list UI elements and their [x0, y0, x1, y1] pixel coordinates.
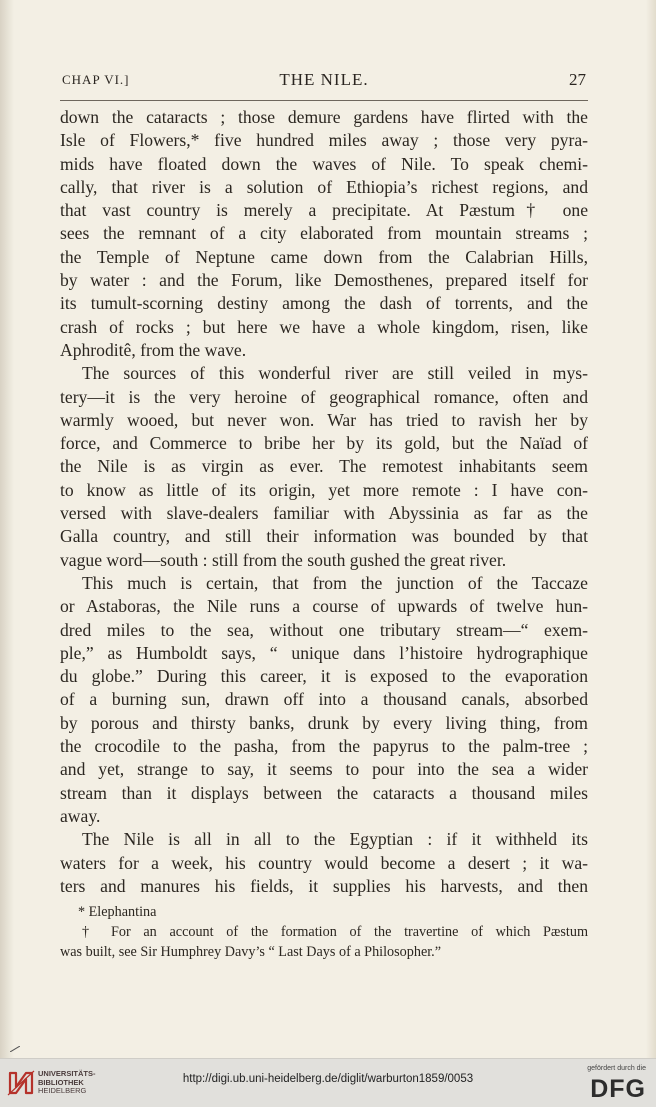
footnote-line: † For an account of the formation of the travertine of which Pæstum	[82, 924, 588, 940]
text-line: away.	[60, 805, 101, 826]
dfg-logo: DFG	[590, 1075, 646, 1103]
page-gutter-shadow	[0, 0, 14, 1058]
footnote-line: was built, see Sir Humphrey Davy’s “ Last Days of a Philosopher.”	[60, 944, 442, 960]
text-line: tery—it is the very heroine of geographical romance, often and	[60, 386, 588, 407]
digitization-footer	[0, 1058, 656, 1107]
text-line: ple,” as Humboldt says, “ unique dans l’histoire hydrographique	[60, 642, 588, 663]
text-line: the Temple of Neptune came down from the Calabrian Hills,	[60, 246, 588, 267]
body-text	[60, 106, 588, 898]
text-line: Aphroditê, from the wave.	[60, 339, 247, 360]
text-line: that vast country is merely a precipitate. At Pæstum† one	[60, 200, 588, 221]
text-line: the crocodile to the pasha, from the papyrus to the palm-tree ;	[60, 736, 588, 757]
library-name-line: UNIVERSITÄTS-	[38, 1069, 96, 1078]
text-line: versed with slave-dealers familiar with Abyssinia as far as the	[60, 503, 588, 524]
permalink[interactable]: http://digi.ub.uni-heidelberg.de/diglit/warburton1859/0053	[182, 1073, 474, 1085]
text-line: Galla country, and still their information was bounded by that	[60, 526, 588, 547]
text-line: This much is certain, that from the junction of the Taccaze	[82, 572, 588, 593]
text-line: and yet, strange to say, it seems to pour into the sea a wider	[60, 759, 588, 780]
text-line: down the cataracts ; those demure gardens have flirted with the	[60, 107, 588, 127]
footnotes	[60, 902, 588, 962]
text-line: warmly wooed, but never won. War has tried to ravish her by	[60, 409, 588, 430]
text-line: to know as little of its origin, yet more remote : I have con-	[60, 479, 588, 500]
chapter-label: CHAP VI.]	[62, 72, 130, 87]
text-line: mids have floated down the waves of Nile. To speak chemi-	[60, 153, 588, 174]
text-line: dred miles to the sea, without one tributary stream—“ exem-	[60, 619, 588, 640]
text-line: Isle of Flowers,* five hundred miles away ; those very pyra-	[60, 130, 588, 151]
scan-mark	[10, 1046, 20, 1052]
running-header	[62, 70, 586, 92]
text-line: ters and manures his fields, it supplies his harvests, and then	[60, 875, 588, 896]
library-name-line: HEIDELBERG	[38, 1086, 87, 1095]
footnote-line: * Elephantina	[78, 904, 157, 920]
page-number: 27	[569, 70, 586, 89]
library-name-line: BIBLIOTHEK	[38, 1077, 84, 1087]
text-line: the Nile is as virgin as ever. The remotest inhabitants seem	[60, 456, 588, 477]
text-line: vague word—south : still from the south gushed the great river.	[60, 549, 507, 570]
text-line: sees the remnant of a city elaborated from mountain streams ;	[60, 223, 588, 244]
text-line: or Astaboras, the Nile runs a course of upwards of twelve hun-	[60, 596, 588, 617]
text-line: stream than it displays between the cataracts a thousand miles	[60, 782, 588, 803]
text-line: of a burning sun, drawn off into a thousand canals, absorbed	[60, 689, 588, 710]
text-line: The sources of this wonderful river are still veiled in mys-	[82, 363, 588, 384]
text-line: force, and Commerce to bribe her by its gold, but the Naïad of	[60, 433, 588, 454]
text-line: waters for a week, his country would become a desert ; it wa-	[60, 852, 588, 873]
text-line: crash of rocks ; but here we have a whole kingdom, risen, like	[60, 316, 588, 337]
text-line: its tumult-scorning destiny among the dash of torrents, and the	[60, 293, 588, 314]
text-line: du globe.” During this career, it is exposed to the evaporation	[60, 666, 588, 687]
header-rule	[60, 100, 588, 101]
text-line: cally, that river is a solution of Ethiopia’s richest regions, and	[60, 176, 588, 197]
page-edge-shadow	[646, 0, 656, 1058]
funder-caption: gefördert durch die	[587, 1065, 646, 1072]
text-line: The Nile is all in all to the Egyptian : if it withheld its	[82, 829, 588, 850]
text-line: by porous and thirsty banks, drunk by every living thing, from	[60, 712, 588, 733]
text-line: by water : and the Forum, like Demosthenes, prepared itself for	[60, 270, 588, 291]
running-title: THE NILE.	[279, 70, 369, 89]
